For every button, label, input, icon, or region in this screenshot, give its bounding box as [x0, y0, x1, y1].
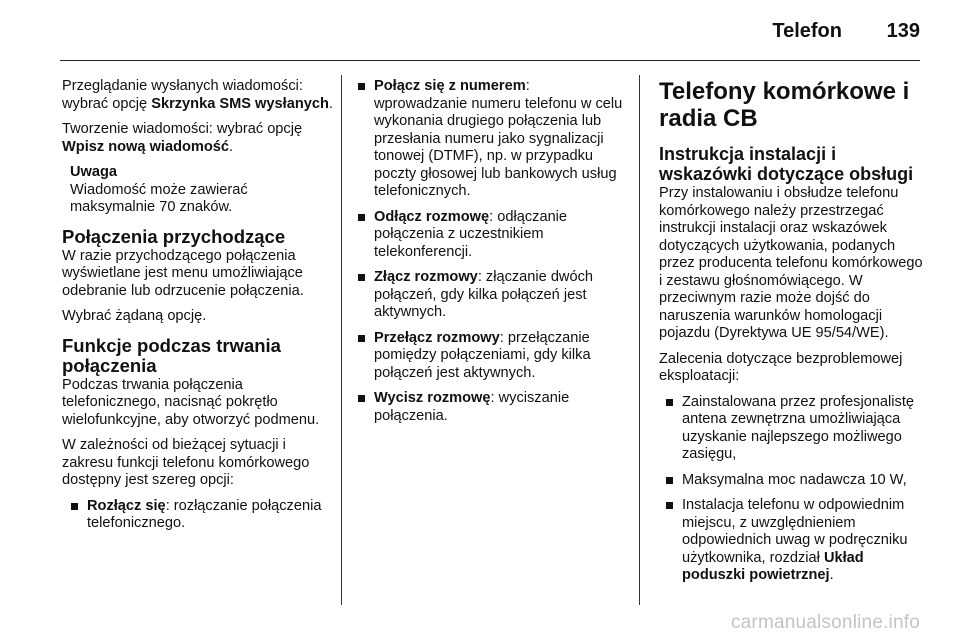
column-divider-1	[341, 75, 342, 605]
note-title: Uwaga	[70, 164, 118, 180]
bullet-icon	[666, 477, 673, 484]
paragraph-new-message: Tworzenie wiadomości: wybrać opcję Wpisz nową wiadomość.	[62, 121, 303, 155]
bullet-icon	[666, 399, 673, 406]
bullet-icon	[358, 274, 365, 281]
list-item: Złącz rozmowy: złączanie dwóch połączeń, gdy kilka połączeń jest aktywnych.	[357, 269, 627, 322]
list-item: Odłącz rozmowę: odłączanie połączenia z uczestnikiem telekonferencji.	[357, 209, 627, 262]
list-item: Przełącz rozmowy: przełączanie pomiędzy połączeniami, gdy kilka połączeń jest aktywnych.	[357, 330, 627, 383]
list-item: Wycisz rozmowę: wyciszanie połączenia.	[357, 390, 627, 425]
bullet-icon	[71, 503, 78, 510]
paragraph-during-call: Podczas trwania połączenia telefonicznego, nacisnąć pokrętło wielofunkcyjne, aby otworzyć podmenu.	[62, 376, 320, 428]
column-1	[62, 78, 334, 541]
list-item: Maksymalna moc nadawcza 10 W,	[665, 472, 924, 490]
bullet-icon	[358, 214, 365, 221]
bullet-icon	[358, 83, 365, 90]
section-ref-airbag: Układ poduszki powietrznej	[682, 549, 864, 583]
note-box	[70, 164, 334, 217]
paragraph-recommendations: Zalecenia dotyczące bezproblemowej eksploatacji:	[659, 350, 903, 384]
column-3	[659, 78, 924, 593]
list-item: Zainstalowana przez profesjonalistę antena zewnętrzna umożliwiająca uzyskanie najlepszego możliwego zasięgu,	[665, 394, 924, 464]
list-item: Rozłącz się: rozłączanie połączenia telefonicznego.	[70, 498, 334, 533]
paragraph-choose-option: Wybrać żądaną opcję.	[62, 308, 207, 324]
paragraph-incoming: W razie przychodzącego połączenia wyświetlane jest menu umożliwiające odebranie lub odrzucenie połączenia.	[62, 247, 304, 299]
header-rule	[60, 60, 920, 61]
heading-incoming-calls: Połączenia przychodzące	[62, 225, 286, 247]
heading-call-functions: Funkcje podczas trwania połączenia	[62, 334, 281, 376]
note-text: Wiadomość może zawierać maksymalnie 70 znaków.	[70, 181, 248, 215]
paragraph-sent-messages: Przeglądanie wysłanych wiadomości: wybrać opcję Skrzynka SMS wysłanych.	[62, 78, 333, 112]
paragraph-options: W zależności od bieżącej sytuacji i zakresu funkcji telefonu komórkowego dostępny jest szereg opcji:	[62, 437, 310, 488]
heading-installation: Instrukcja instalacji i wskazówki dotyczące obsługi	[659, 144, 914, 184]
bullet-icon	[358, 395, 365, 402]
column-2	[357, 78, 627, 433]
watermark: carmanualsonline.info	[730, 612, 920, 633]
heading-mobile-phones: Telefony komórkowe i radia CB	[659, 78, 910, 132]
column-divider-2	[639, 75, 640, 605]
bullet-icon	[666, 502, 673, 509]
menu-option-sent-sms: Skrzynka SMS wysłanych	[151, 95, 329, 112]
bullet-icon	[358, 335, 365, 342]
page-number: 139	[886, 20, 920, 42]
list-item: Instalacja telefonu w odpowiednim miejscu, z uwzględnieniem odpowiednich uwag w podręczniku użytkownika, rozdział Układ poduszki powietrznej.	[665, 497, 924, 585]
list-item: Połącz się z numerem: wprowadzanie numeru telefonu w celu wykonania drugiego połączenia lub przesłania numeru jako sygnalizacji tonowej (DTMF), np. w przypadku poczty głosowej lub bankowych usług telefonicznych.	[357, 78, 627, 201]
page-title: Telefon	[772, 20, 842, 42]
menu-option-new-message: Wpisz nową wiadomość	[62, 138, 230, 155]
page-header	[0, 0, 960, 62]
paragraph-installation: Przy instalowaniu i obsłudze telefonu komórkowego należy przestrzegać instrukcji instalacji oraz wskazówek dotyczących użytkowania, podanych przez producenta telefonu komórkowego i zestawu głośnomówiącego. W przeciwnym razie może dojść do naruszenia warunków homologacji pojazdu (Dyrektywa UE 95/54/WE).	[659, 185, 923, 341]
